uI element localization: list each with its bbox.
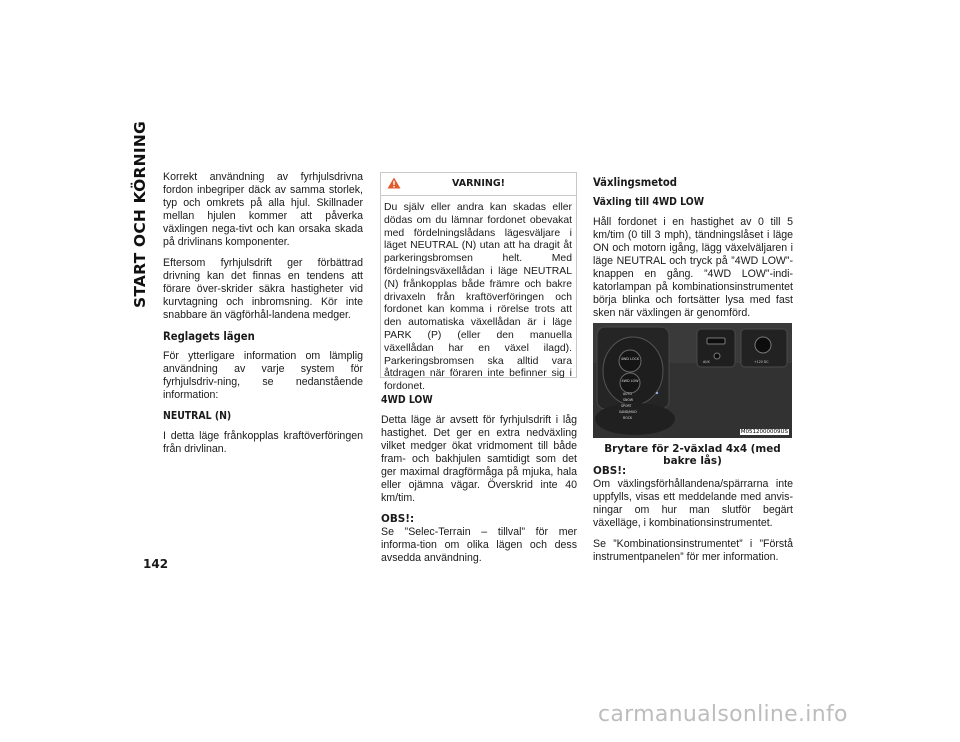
paragraph-tires: Korrekt användning av fyrhjulsdrivna fordon inbegriper däck av samma storlek, typ och omkrets på alla hjul. Skillnader mellan hjulen kommer att påverka växlingen nega-tivt och kan orsaka skada på drivlinans komponenter.: [163, 171, 363, 248]
note-text-2: Om växlingsförhållandena/spärrarna inte uppfylls, visas ett meddelande med anvis-ningar om hur man slutför begärt växelläge, i kombinationsinstrumentet.: [593, 478, 793, 529]
paragraph-4wd-low: Detta läge är avsett för fyrhjulsdrift i låg hastighet. Det ger en extra nedväxling vilket medger ökat vridmoment till både fram- och bakhjulen samtidigt som det ger maximal dragförmåga på mjuka, hala eller ojämna vägar. Överskrid inte 40 km/tim.: [381, 414, 577, 504]
paragraph-info: För ytterligare information om lämplig användning av varje system för fyrhjulsdriv-ning, se nedanstående information:: [163, 350, 363, 401]
heading-shift-to-4wd-low: Växling till 4WD LOW: [593, 196, 705, 208]
mode-snow: SNOW: [623, 398, 634, 402]
low-button-label: 4WD LOW: [621, 379, 639, 383]
heading-control-positions: Reglagets lägen: [163, 330, 255, 343]
column-3: [593, 172, 793, 328]
mode-sand-mud: SAND/MUD: [619, 410, 637, 414]
heading-shift-method: Växlingsmetod: [593, 176, 677, 189]
switch-photo-drawing: [593, 323, 792, 438]
warning-text: Du själv eller andra kan skadas eller dödas om du lämnar fordonet obevakat med fördelningslådans lägesväljare i läget NEUTRAL (N) utan att ha dragit åt parkeringsbromsen helt. Med fördelningsväxellådan i läge NEUTRAL (N) frånkopplas både främre och bakre drivaxeln från kraftöverföringen och fordonet kan komma i rörelse trots att den automatiska växellådan är i läge PARK (P) (eller den manuella växellådan har en växel ilagd). Parkeringsbromsen ska alltid vara åtdragen när föraren inte befinner sig i fordonet.: [384, 202, 572, 393]
watermark: carmanualsonline.info: [598, 702, 848, 727]
side-section-title: [129, 121, 159, 308]
paragraph-speed: Eftersom fyrhjulsdrift ger förbättrad drivning kan det finnas en tendens att förare över-skrider säkra hastigheter vid kurvtagning och inbromsning. Kör inte snabbare än vägförhål-landena medger.: [163, 257, 363, 321]
note-label-2: OBS!:: [593, 465, 627, 477]
lock-button-label: 4WD LOCK: [620, 357, 640, 361]
heading-4wd-low: 4WD LOW: [381, 394, 433, 406]
column-3-lower: [593, 465, 793, 572]
dc-label: +12V DC: [754, 360, 769, 364]
side-section-title-text: START OCH KÖRNING: [131, 121, 149, 308]
heading-neutral: NEUTRAL (N): [163, 410, 232, 422]
note-label: OBS!:: [381, 513, 415, 525]
warning-title: VARNING!: [452, 178, 505, 189]
mode-sport: SPORT: [621, 404, 632, 408]
paragraph-shift-procedure: Håll fordonet i en hastighet av 0 till 5 km/tim (0 till 3 mph), tändningslåset i läge ON och motorn igång, lägg växelväljaren i läge NEUTRAL och tryck på ”4WD LOW”-knappen en gång. ”4WD LOW”-indi-katorlampan på kombinationsinstrumentet börja blinka och fortsätter lysa med fast sken när växlingen är genomförd.: [593, 216, 793, 319]
column-1: [163, 171, 363, 464]
aux-label: AUX: [703, 360, 710, 364]
note-text: Se ”Selec-Terrain – tillval” för mer informa-tion om olika lägen och dess avsedda användning.: [381, 526, 577, 564]
page-number: 142: [143, 557, 169, 571]
photo-caption: Brytare för 2-växlad 4x4 (med bakre lås): [604, 443, 781, 467]
mode-rock: ROCK: [623, 416, 633, 420]
switch-photo: [593, 323, 792, 438]
mode-auto: AUTO: [623, 392, 632, 396]
paragraph-neutral: I detta läge frånkopplas kraftöverföringen från drivlinan.: [163, 430, 363, 455]
paragraph-see-instrument: Se ”Kombinationsinstrumentet” i ”Förstå instrumentpanelen” för mer information.: [593, 538, 793, 563]
warning-header: [381, 173, 576, 196]
warning-box: [380, 172, 577, 393]
photo-code: M0512000009US: [740, 429, 788, 435]
column-2: [381, 390, 577, 573]
